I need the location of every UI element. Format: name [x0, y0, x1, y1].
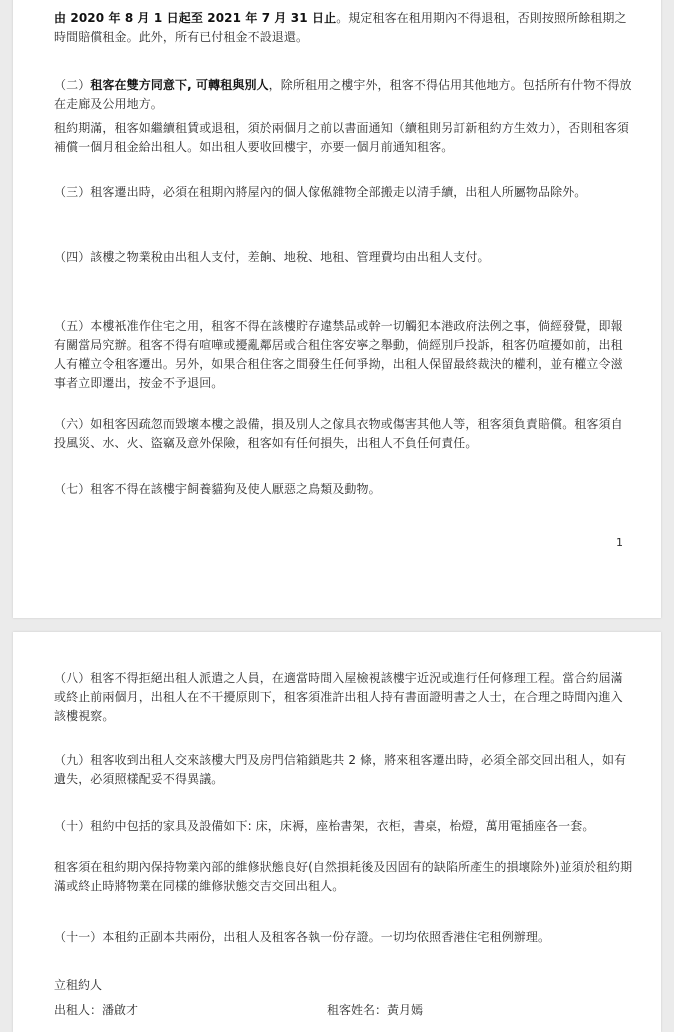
- landlord-name: 出租人：潘啟才: [54, 1003, 139, 1017]
- document-page-2: [13, 632, 661, 1032]
- clause-8: （八）租客不得拒絕出租人派遣之人員，在適當時間入屋檢視該樓宇近況或進行任何修理工程。當合約屆滿或終止前兩個月，出租人在不干擾原則下，租客須准許出租人持有書面證明書之人士，在合理之時間內進入該樓視察。: [54, 671, 623, 723]
- clause-2-text: ，除所租用之樓宇外，租客不得佔用其他地方。包括所有什物不得放在走廊及公用地方。: [54, 78, 632, 111]
- clause-9: （九）租客收到出租人交來該樓大門及房門信箱鎖匙共 2 條，將來租客遷出時，必須全部交回出租人，如有遺失，必須照樣配妥不得異議。: [54, 753, 627, 786]
- clause-10-note: 租客須在租約期內保持物業內部的維修狀態良好(自然損耗後及因固有的缺陷所產生的損壞除外)並須於租約期滿或終止時將物業在同樣的維修狀態交吉交回出租人。: [54, 860, 633, 893]
- page-number: 1: [616, 536, 623, 549]
- clause-3: （三）租客遷出時，必須在租期內將屋內的個人傢俬雜物全部搬走以清手續，出租人所屬物品除外。: [54, 185, 587, 199]
- clause-7: （七）租客不得在該樓宇飼養貓狗及使人厭惡之鳥類及動物。: [54, 482, 381, 496]
- tenant-name: 租客姓名：黃月嫣: [327, 1003, 424, 1017]
- lease-period-paragraph: [54, 9, 634, 47]
- clause-10: （十）租約中包括的家具及設備如下: 床，床褥，座枱書架，衣柜，書桌，枱燈，萬用電插座各一套。: [54, 819, 595, 833]
- clause-11: （十一）本租約正副本共兩份，出租人及租客各執一份存證。一切均依照香港住宅租例辦理。: [54, 930, 551, 944]
- clause-2-note: 租約期滿，租客如繼續租賃或退租，須於兩個月之前以書面通知（續租則另訂新租約方生效力），否則租客須補償一個月租金給出租人。如出租人要收回樓宇，亦要一個月前通知租客。: [54, 121, 629, 154]
- clause-4: （四）該樓之物業稅由出租人支付，差餉、地稅、地租、管理費均由出租人支付。: [54, 250, 490, 264]
- clause-2: [54, 76, 634, 114]
- clause-6: （六）如租客因疏忽而毀壞本樓之設備，損及別人之傢具衣物或傷害其他人等，租客須負責賠償。租客須自投風災、水、火、盜竊及意外保險，租客如有任何損失，出租人不負任何責任。: [54, 417, 623, 450]
- clause-2-number: （二）: [54, 78, 91, 92]
- document-page-1: [13, 0, 661, 618]
- lease-period-text: 。規定租客在租用期內不得退租，否則按照所餘租期之時間賠償租金。此外，所有已付租金不設退還。: [54, 11, 627, 44]
- clause-2-bold: 租客在雙方同意下, 可轉租與別人: [90, 78, 269, 92]
- clause-5: （五）本樓衹准作住宅之用，租客不得在該樓貯存違禁品或幹一切觸犯本港政府法例之事，倘經發覺，即報有關當局究辦。租客不得有喧嘩或擾亂鄰居或合租住客安寧之舉動，倘經別戶投訴，租客仍喧擾如前，出租人有權立令租客遷出。另外，如果合租住客之間發生任何爭拗，出租人保留最終裁決的權利，並有權立令滋事者立即遷出，按金不予退回。: [54, 319, 623, 390]
- lease-period-dates: 由 2020 年 8 月 1 日起至 2021 年 7 月 31 日止: [54, 11, 337, 25]
- signatories-heading: 立租約人: [54, 978, 103, 992]
